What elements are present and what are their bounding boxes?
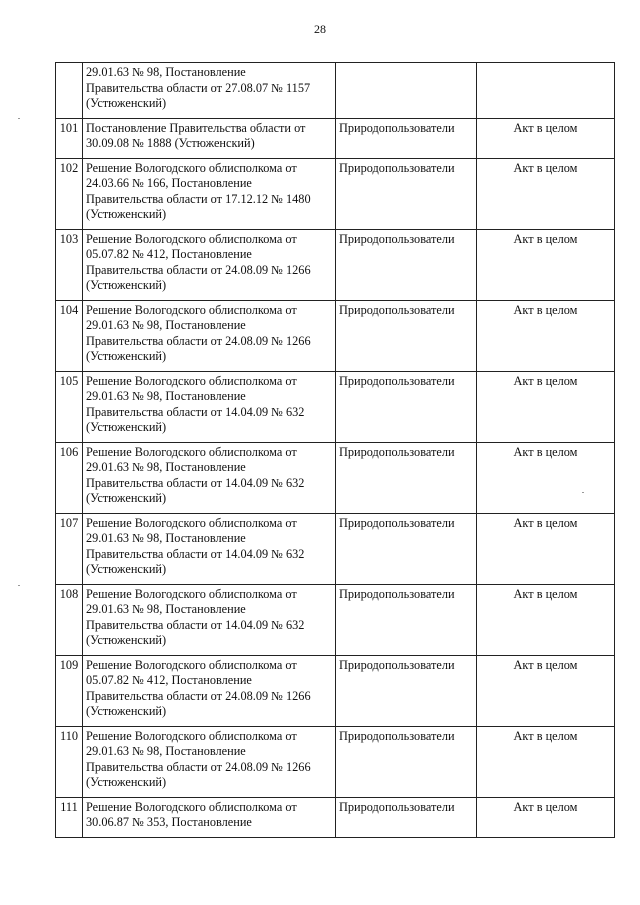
row-number: 103: [56, 229, 83, 300]
scope-cell: Акт в целом: [477, 229, 615, 300]
act-text-line: (Устюженский): [86, 96, 167, 110]
act-description: [83, 513, 336, 584]
act-description: [83, 229, 336, 300]
scope-cell: Акт в целом: [477, 513, 615, 584]
act-text-line: 05.07.82 № 412, Постановление: [86, 247, 252, 261]
act-description: [83, 158, 336, 229]
row-number: 106: [56, 442, 83, 513]
act-text-line: 29.01.63 № 98, Постановление: [86, 389, 246, 403]
act-text-line: (Устюженский): [86, 420, 167, 434]
row-number: 111: [56, 797, 83, 837]
act-text-line: 30.06.87 № 353, Постановление: [86, 815, 252, 829]
scope-cell: Акт в целом: [477, 797, 615, 837]
act-text-line: 29.01.63 № 98, Постановление: [86, 744, 246, 758]
act-text-line: (Устюженский): [86, 491, 167, 505]
act-description: [83, 300, 336, 371]
act-text-line: 24.03.66 № 166, Постановление: [86, 176, 252, 190]
scope-cell: Акт в целом: [477, 584, 615, 655]
act-text-line: Правительства области от 17.12.12 № 1480: [86, 191, 311, 206]
scan-speck: [582, 492, 584, 493]
act-text-line: Решение Вологодского облисполкома от: [86, 302, 297, 317]
act-description: [83, 442, 336, 513]
table-row: [56, 63, 615, 119]
act-description: [83, 655, 336, 726]
row-number: 109: [56, 655, 83, 726]
act-description: [83, 797, 336, 837]
act-text-line: Постановление Правительства области от: [86, 120, 306, 135]
act-text-line: 29.01.63 № 98, Постановление: [86, 602, 246, 616]
subject-cell: Природопользователи: [336, 118, 477, 158]
act-text-line: 29.01.63 № 98, Постановление: [86, 460, 246, 474]
act-text-line: (Устюженский): [86, 633, 167, 647]
act-text-line: (Устюженский): [86, 704, 167, 718]
page-number: 28: [314, 22, 326, 36]
scope-cell: Акт в целом: [477, 300, 615, 371]
table-row: [56, 158, 615, 229]
act-text-line: Решение Вологодского облисполкома от: [86, 231, 297, 246]
scan-speck: [18, 118, 20, 119]
act-text-line: 29.01.63 № 98, Постановление: [86, 65, 246, 79]
act-text-line: Решение Вологодского облисполкома от: [86, 657, 297, 672]
row-number: 110: [56, 726, 83, 797]
act-text-line: (Устюженский): [86, 562, 167, 576]
act-text-line: (Устюженский): [86, 207, 167, 221]
table-row: [56, 300, 615, 371]
subject-cell: Природопользователи: [336, 300, 477, 371]
table-row: [56, 442, 615, 513]
act-text-line: Правительства области от 24.08.09 № 1266: [86, 333, 311, 348]
scope-cell: Акт в целом: [477, 655, 615, 726]
act-text-line: Правительства области от 14.04.09 № 632: [86, 617, 305, 632]
table-row: [56, 118, 615, 158]
act-description: [83, 371, 336, 442]
act-text-line: Решение Вологодского облисполкома от: [86, 728, 297, 743]
row-number: 107: [56, 513, 83, 584]
subject-cell: Природопользователи: [336, 797, 477, 837]
row-number: 102: [56, 158, 83, 229]
table-body: [56, 63, 615, 838]
table-row: [56, 655, 615, 726]
act-text-line: Решение Вологодского облисполкома от: [86, 444, 297, 459]
table-row: [56, 584, 615, 655]
subject-cell: Природопользователи: [336, 229, 477, 300]
subject-cell: Природопользователи: [336, 584, 477, 655]
act-description: [83, 63, 336, 119]
table-row: [56, 513, 615, 584]
act-text-line: Решение Вологодского облисполкома от: [86, 515, 297, 530]
subject-cell: Природопользователи: [336, 655, 477, 726]
act-text-line: Правительства области от 14.04.09 № 632: [86, 404, 305, 419]
scan-speck: [18, 585, 20, 586]
row-number: 105: [56, 371, 83, 442]
scope-cell: Акт в целом: [477, 158, 615, 229]
act-text-line: 30.09.08 № 1888 (Устюженский): [86, 136, 255, 150]
legal-acts-table: [55, 62, 615, 838]
subject-cell: Природопользователи: [336, 371, 477, 442]
subject-cell: Природопользователи: [336, 726, 477, 797]
scope-cell: Акт в целом: [477, 118, 615, 158]
scope-cell: Акт в целом: [477, 371, 615, 442]
act-text-line: Решение Вологодского облисполкома от: [86, 160, 297, 175]
subject-cell: Природопользователи: [336, 513, 477, 584]
act-description: [83, 118, 336, 158]
scope-cell: [477, 63, 615, 119]
subject-cell: Природопользователи: [336, 442, 477, 513]
row-number: [56, 63, 83, 119]
subject-cell: [336, 63, 477, 119]
subject-cell: Природопользователи: [336, 158, 477, 229]
act-text-line: Правительства области от 24.08.09 № 1266: [86, 688, 311, 703]
act-text-line: (Устюженский): [86, 775, 167, 789]
row-number: 108: [56, 584, 83, 655]
row-number: 101: [56, 118, 83, 158]
act-description: [83, 726, 336, 797]
row-number: 104: [56, 300, 83, 371]
act-text-line: Решение Вологодского облисполкома от: [86, 799, 297, 814]
act-text-line: Правительства области от 14.04.09 № 632: [86, 475, 305, 490]
act-description: [83, 584, 336, 655]
table-row: [56, 229, 615, 300]
scope-cell: Акт в целом: [477, 442, 615, 513]
act-text-line: Правительства области от 24.08.09 № 1266: [86, 759, 311, 774]
act-text-line: (Устюженский): [86, 349, 167, 363]
act-text-line: (Устюженский): [86, 278, 167, 292]
act-text-line: Решение Вологодского облисполкома от: [86, 373, 297, 388]
act-text-line: 05.07.82 № 412, Постановление: [86, 673, 252, 687]
act-text-line: Правительства области от 24.08.09 № 1266: [86, 262, 311, 277]
scope-cell: Акт в целом: [477, 726, 615, 797]
table-row: [56, 797, 615, 837]
table-row: [56, 726, 615, 797]
act-text-line: Правительства области от 14.04.09 № 632: [86, 546, 305, 561]
table-row: [56, 371, 615, 442]
act-text-line: Правительства области от 27.08.07 № 1157: [86, 80, 311, 95]
act-text-line: 29.01.63 № 98, Постановление: [86, 531, 246, 545]
act-text-line: 29.01.63 № 98, Постановление: [86, 318, 246, 332]
act-text-line: Решение Вологодского облисполкома от: [86, 586, 297, 601]
